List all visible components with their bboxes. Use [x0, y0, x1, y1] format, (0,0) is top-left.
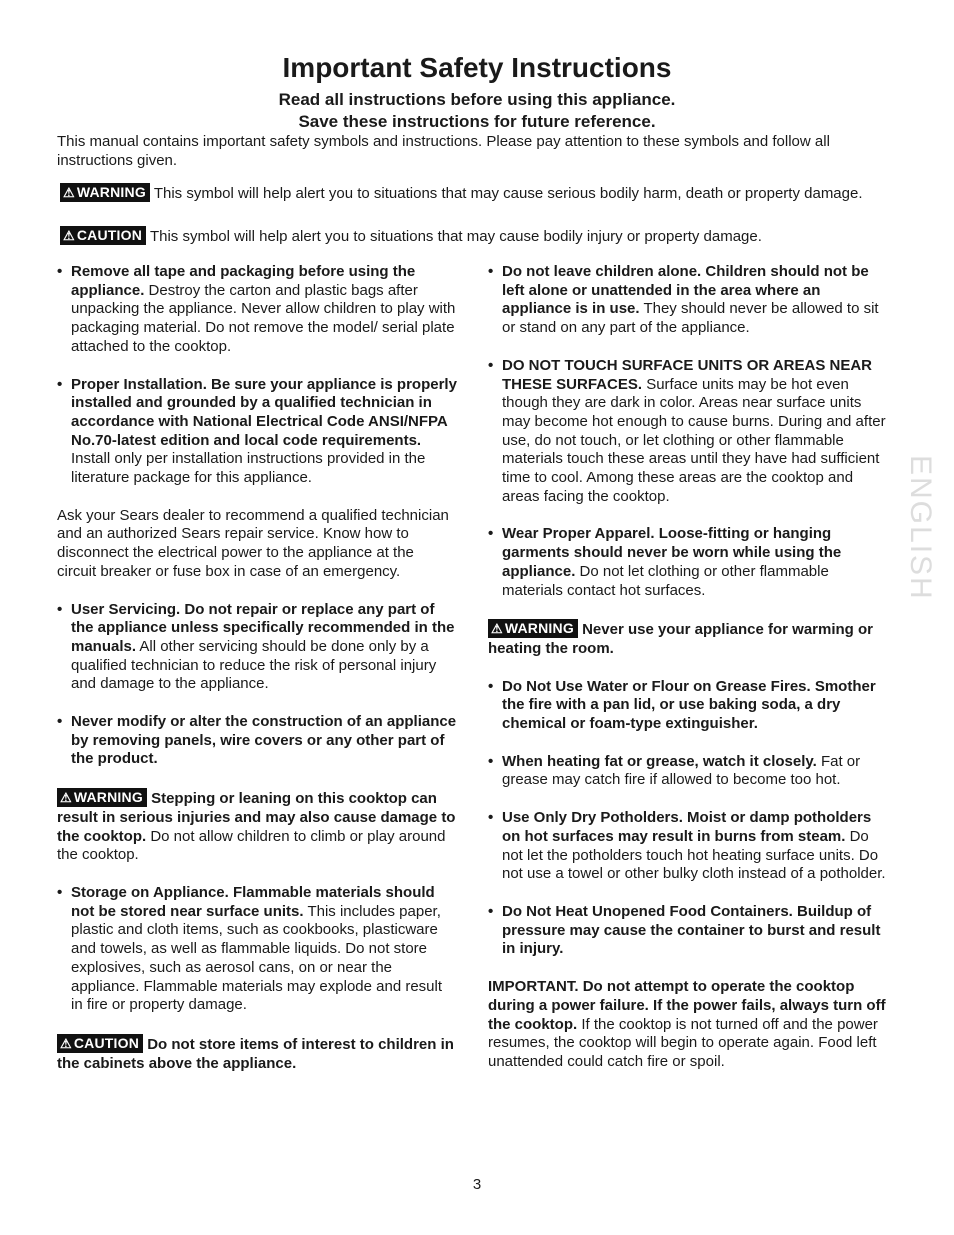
warning-symbol-text: This symbol will help alert you to situations that may cause serious bodily harm, death or property damage.: [153, 185, 863, 202]
warning-notice: ⚠ WARNING Never use your appliance for warming or heating the room.: [488, 620, 874, 657]
intro-paragraph: This manual contains important safety symbols and instructions. Please pay attention to these symbols and follow all instructions given.: [57, 133, 830, 169]
caution-symbol-line: [60, 226, 920, 246]
warning-symbol-line: [60, 183, 920, 203]
list-item: • Do not leave children alone. Children should not be left alone or unattended in the area where an appliance is in use. They should never be allowed to sit or stand on any part of the appliance.: [488, 263, 888, 338]
caution-badge: ⚠ CAUTION: [60, 226, 146, 245]
list-item: • User Servicing. Do not repair or replace any part of the appliance unless specifically recommended in the manuals. All other servicing should be done only by a qualified technician to reduce the risk of personal injury and damage to the appliance.: [57, 601, 457, 695]
warning-triangle-icon: ⚠: [60, 790, 72, 806]
list-item: • Storage on Appliance. Flammable materials should not be stored near surface units. This includes paper, plastic and cloth items, such as cookbooks, plasticware and towels, as well as flammable liquids. Do not store explosives, such as aerosol cans, on or near the appliance. Flammable materials may explode and result in fire or property damage.: [57, 884, 457, 1015]
paragraph: Ask your Sears dealer to recommend a qualified technician and an authorized Sears repair service. Know how to disconnect the electrical power to the appliance at the circuit breaker or fuse box in case of an emergency.: [57, 506, 449, 580]
list-item: • Do Not Heat Unopened Food Containers. Buildup of pressure may cause the container to burst and result in injury.: [488, 903, 888, 959]
warning-badge: ⚠ WARNING: [57, 788, 147, 807]
caution-triangle-icon: ⚠: [60, 1035, 72, 1051]
list-item: • Proper Installation. Be sure your appliance is properly installed and grounded by a qualified technician in accordance with National Electrical Code ANSI/NFPA No.70-latest edition and local code requirements. Install only per installation instructions provided in the literature package for this appliance.: [57, 376, 457, 488]
right-column: [488, 263, 888, 1072]
list-item: • Do Not Use Water or Flour on Grease Fires. Smother the fire with a pan lid, or use baking soda, a dry chemical or foam-type extinguisher.: [488, 678, 888, 734]
list-item: • When heating fat or grease, watch it closely. Fat or grease may catch fire if allowed to become too hot.: [488, 753, 888, 790]
warning-badge: ⚠ WARNING: [60, 183, 150, 202]
warning-triangle-icon: ⚠: [491, 621, 503, 637]
list-item: • Use Only Dry Potholders. Moist or damp potholders on hot surfaces may result in burns from steam. Do not let the potholders touch hot heating surface units. Do not use a towel or other bulky cloth instead of a potholder.: [488, 809, 888, 884]
left-column: [57, 263, 457, 1073]
list-item: • Wear Proper Apparel. Loose-fitting or hanging garments should never be worn while using the appliance. Do not let clothing or other flammable materials contact hot surfaces.: [488, 525, 888, 600]
caution-triangle-icon: ⚠: [63, 228, 75, 243]
subtitle-read: Read all instructions before using this appliance.: [278, 90, 676, 109]
page-number: 3: [472, 1176, 482, 1193]
warning-notice: ⚠ WARNING Stepping or leaning on this cooktop can result in serious injuries and may also cause damage to the cooktop. Do not allow children to climb or play around the cooktop.: [57, 789, 456, 864]
caution-notice: ⚠ CAUTION Do not store items of interest to children in the cabinets above the appliance.: [57, 1034, 454, 1072]
subtitle-save: Save these instructions for future reference.: [298, 112, 656, 131]
warning-badge: ⚠ WARNING: [488, 619, 578, 638]
caution-symbol-text: This symbol will help alert you to situations that may cause bodily injury or property damage.: [149, 228, 762, 245]
side-language-tab: ENGLISH: [904, 455, 937, 601]
warning-triangle-icon: ⚠: [63, 185, 75, 200]
list-item: • Never modify or alter the construction of an appliance by removing panels, wire covers or any other part of the product.: [57, 713, 457, 769]
important-notice: IMPORTANT. Do not attempt to operate the cooktop during a power failure. If the power fails, always turn off the cooktop. If the cooktop is not turned off and the power resumes, the cooktop will begin to operate again. Food left unattended could catch fire or spoil.: [488, 978, 886, 1070]
caution-badge: ⚠ CAUTION: [57, 1034, 143, 1053]
page-title: Important Safety Instructions: [282, 52, 672, 83]
list-item: • Remove all tape and packaging before using the appliance. Destroy the carton and plastic bags after unpacking the appliance. Never allow children to play with packaging material. Do not remove the model/ serial plate attached to the cooktop.: [57, 263, 457, 357]
list-item: • DO NOT TOUCH SURFACE UNITS OR AREAS NEAR THESE SURFACES. Surface units may be hot even though they are dark in color. Areas near surface units may become hot enough to cause burns. During and after use, do not touch, or let clothing or other flammable materials touch these areas until they have had sufficient time to cool. Among these areas are the cooktop and areas facing the cooktop.: [488, 357, 888, 507]
